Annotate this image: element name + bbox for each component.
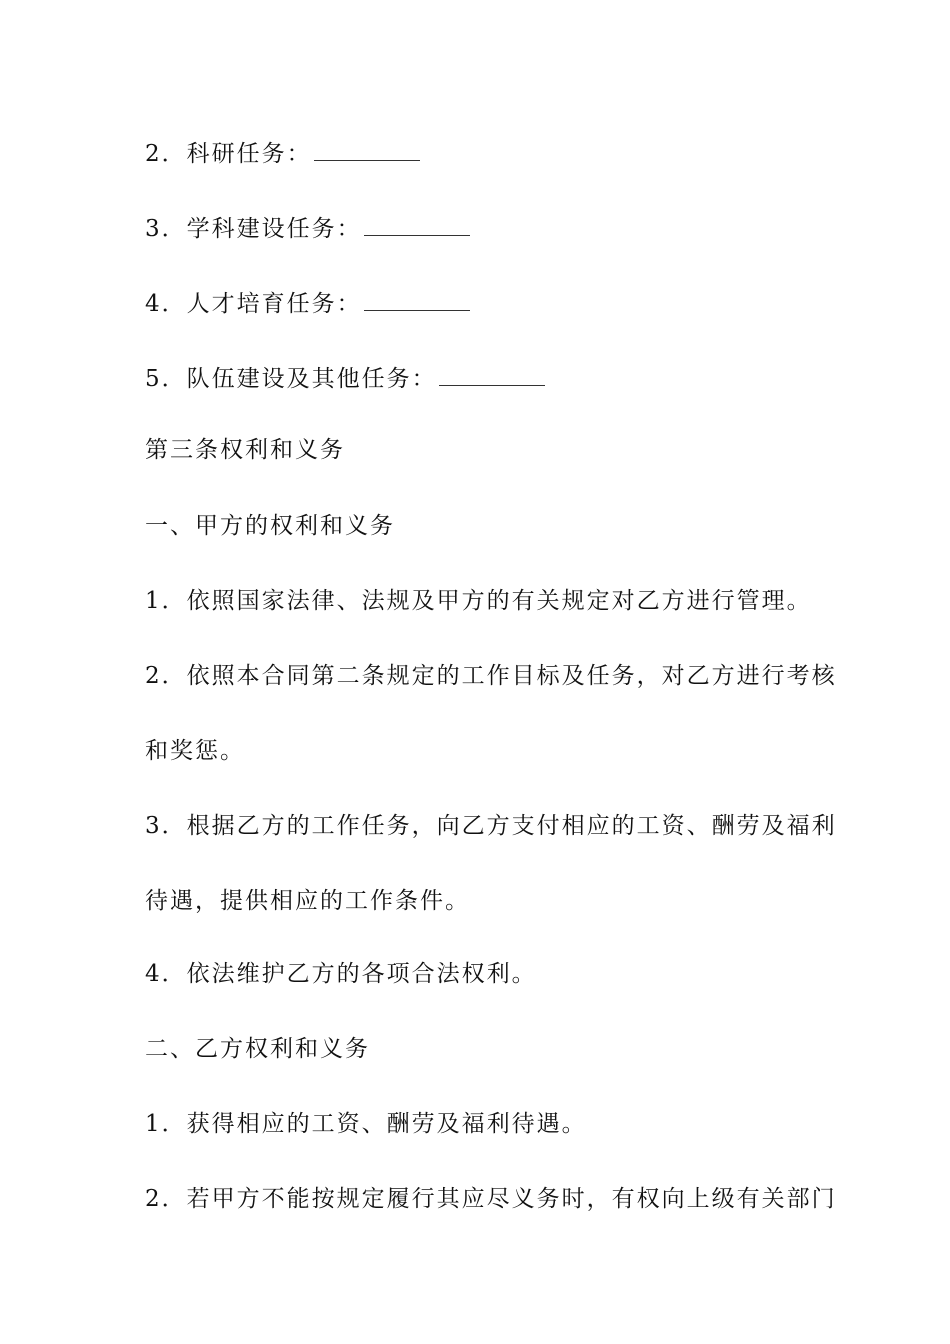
- line-text: 2．依照本合同第二条规定的工作目标及任务，对乙方进行考核: [145, 663, 837, 689]
- paragraph-line: [145, 1184, 837, 1214]
- line-text: 5．队伍建设及其他任务：: [145, 366, 437, 392]
- fill-in-blank: [364, 288, 470, 311]
- line-text: 待遇，提供相应的工作条件。: [145, 888, 470, 914]
- line-text: 一、甲方的权利和义务: [145, 513, 395, 539]
- line-text: 和奖惩。: [145, 738, 245, 764]
- line-text: 4．人才培育任务：: [145, 291, 362, 317]
- paragraph-line: [145, 959, 537, 989]
- paragraph-line: [145, 886, 470, 916]
- section-heading-party-b: [145, 1034, 370, 1064]
- line-text: 1．依照国家法律、法规及甲方的有关规定对乙方进行管理。: [145, 588, 812, 614]
- article-heading: [145, 435, 345, 465]
- line-research-task: [145, 138, 420, 169]
- paragraph-line: [145, 586, 812, 616]
- line-text: 3．学科建设任务：: [145, 216, 362, 242]
- paragraph-line: [145, 661, 837, 691]
- line-text: 2．科研任务：: [145, 141, 312, 167]
- fill-in-blank: [314, 138, 420, 161]
- section-heading-party-a: [145, 511, 395, 541]
- line-text: 2．若甲方不能按规定履行其应尽义务时，有权向上级有关部门: [145, 1186, 837, 1212]
- fill-in-blank: [439, 363, 545, 386]
- line-text: 二、乙方权利和义务: [145, 1036, 370, 1062]
- line-text: 3．根据乙方的工作任务，向乙方支付相应的工资、酬劳及福利: [145, 813, 837, 839]
- line-team-task: [145, 363, 545, 394]
- line-talent-task: [145, 288, 470, 319]
- line-text: 1．获得相应的工资、酬劳及福利待遇。: [145, 1111, 587, 1137]
- paragraph-line: [145, 1109, 587, 1139]
- paragraph-line: [145, 811, 837, 841]
- fill-in-blank: [364, 213, 470, 236]
- paragraph-line: [145, 736, 245, 766]
- line-discipline-task: [145, 213, 470, 244]
- line-text: 第三条权利和义务: [145, 437, 345, 463]
- line-text: 4．依法维护乙方的各项合法权利。: [145, 961, 537, 987]
